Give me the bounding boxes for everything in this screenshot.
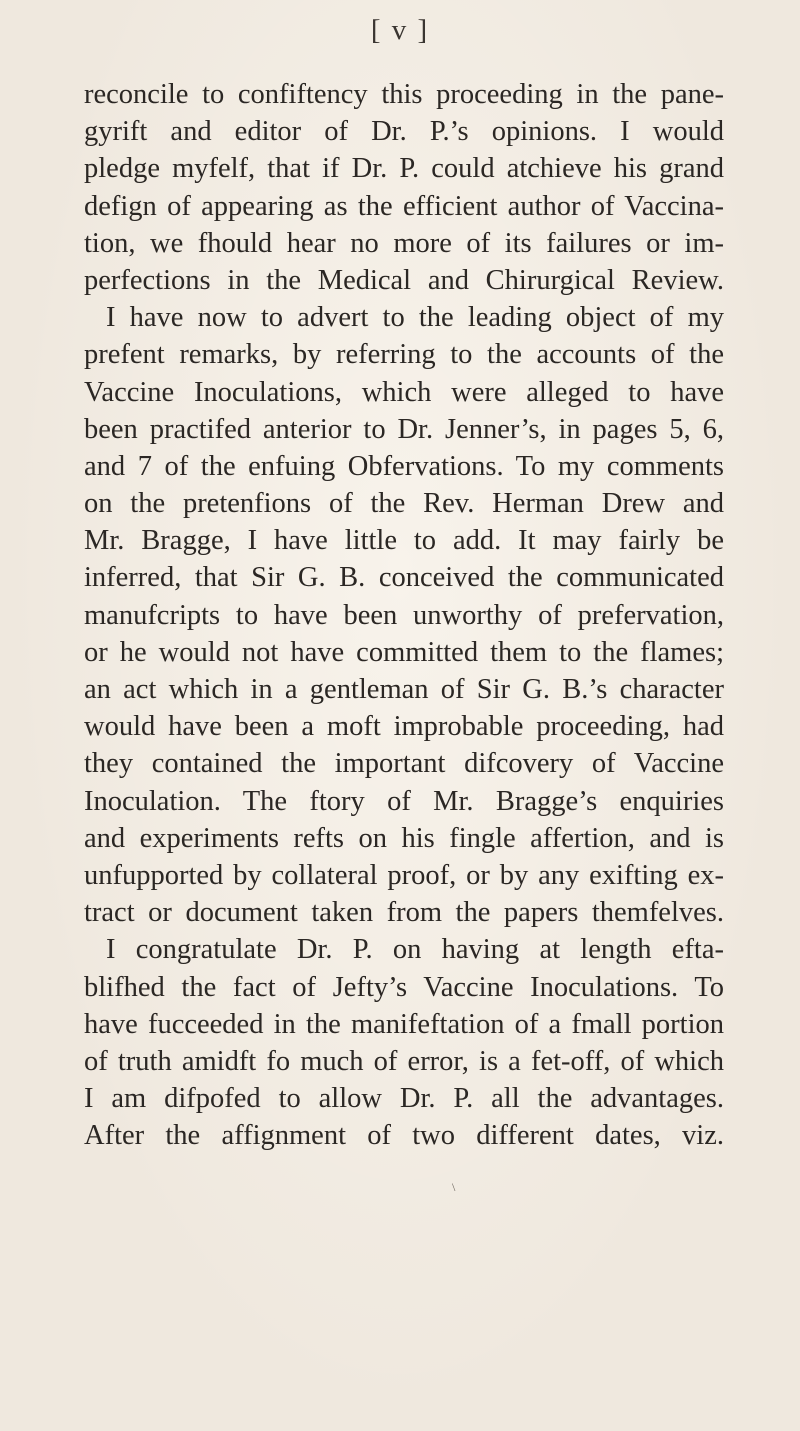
text-line: would have been a moft improbable proceeding, had [84,711,724,743]
text-line: an act which in a gentleman of Sir G. B.’s character [84,674,724,705]
page-number: [ v ] [370,14,430,46]
text-line: tract or document taken from the papers themfelves. [84,897,724,929]
text-line: and experiments refts on his fingle affertion, and is [84,822,724,854]
text-line: have fucceeded in the manifeftation of a fmall portion [84,1008,724,1040]
text-line: unfupported by collateral proof, or by any exifting ex- [84,859,724,891]
text-line: been practifed anterior to Dr. Jenner’s, in pages 5, 6, [84,413,724,445]
text-line: Inoculation. The ftory of Mr. Bragge’s enquiries [84,785,724,817]
text-line: After the affignment of two different dates, viz. [84,1120,724,1152]
text-line: and 7 of the enfuing Obfervations. To my comments [84,450,724,482]
text-line: of truth amidft fo much of error, is a fet-off, of which [84,1045,724,1077]
text-line: I have now to advert to the leading object of my [106,302,724,334]
text-line: perfections in the Medical and Chirurgical Review. [84,264,724,296]
text-line: inferred, that Sir G. B. conceived the communicated [84,562,724,594]
text-line: Vaccine Inoculations, which were alleged to have [84,376,724,408]
text-line: prefent remarks, by referring to the accounts of the [84,339,724,371]
body-text [84,76,724,1154]
text-line: gyrift and editor of Dr. P.’s opinions. I would [84,116,724,148]
text-line: manufcripts to have been unworthy of prefervation, [84,599,724,631]
text-line: they contained the important difcovery of Vaccine [84,748,724,780]
text-line: Mr. Bragge, I have little to add. It may fairly be [84,525,724,557]
text-line: on the pretenfions of the Rev. Herman Drew and [84,488,724,520]
text-line: pledge myfelf, that if Dr. P. could atchieve his grand [84,153,724,185]
text-line: or he would not have committed them to the flames; [84,636,724,668]
text-line: I am difpofed to allow Dr. P. all the advantages. [84,1083,724,1115]
text-line: defign of appearing as the efficient author of Vaccina- [84,190,724,222]
text-line: I congratulate Dr. P. on having at length efta- [106,934,724,966]
text-line: blifhed the fact of Jefty’s Vaccine Inoculations. To [84,971,724,1003]
text-line: reconcile to confiftency this proceeding in the pane- [84,79,724,110]
text-line: tion, we fhould hear no more of its failures or im- [84,227,724,259]
stray-mark: \ [452,1180,456,1194]
